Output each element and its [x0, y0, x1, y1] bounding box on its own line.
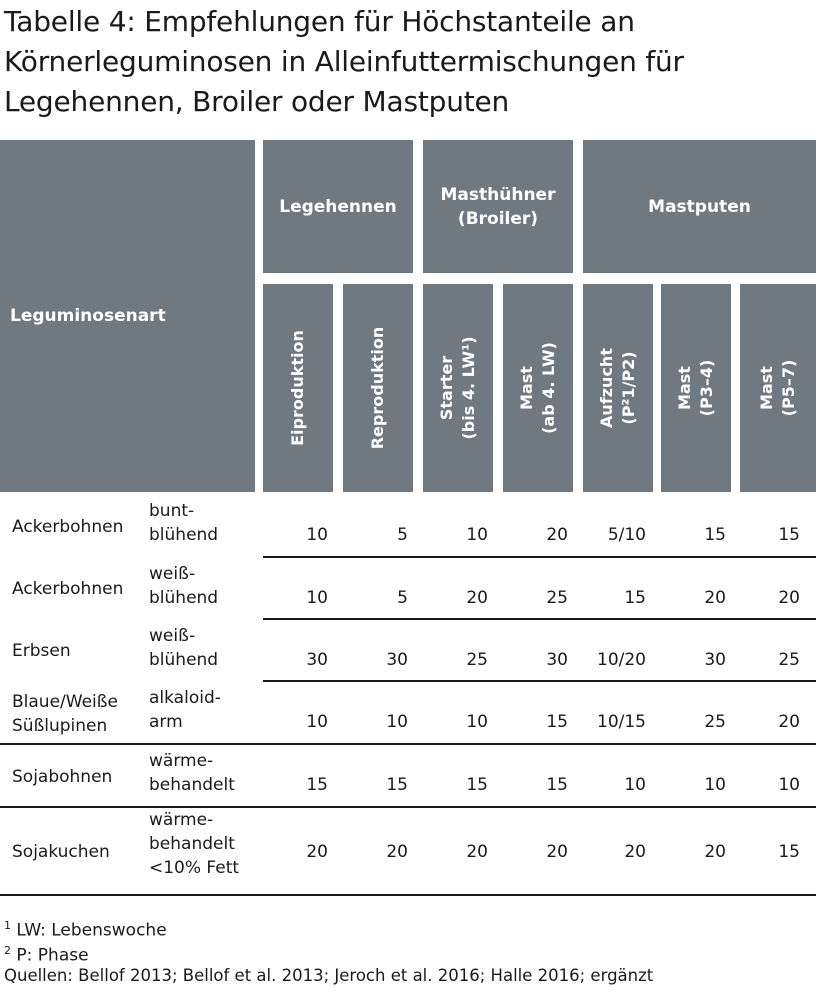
value-cell: 15 — [624, 588, 646, 608]
value-cell: 10 — [778, 775, 800, 795]
value-cell: 15 — [546, 775, 568, 795]
header-species — [0, 140, 255, 492]
value-cell: 15 — [386, 775, 408, 795]
value-cell: 10 — [466, 712, 488, 732]
subheader-label: Starter (bis 4. LW¹) — [437, 336, 478, 440]
subheader-mast-broiler — [503, 284, 573, 492]
subheader-label: Mast (ab 4. LW) — [517, 342, 558, 434]
subheader-label: Mast (P5–7) — [757, 359, 798, 417]
value-cell: 15 — [778, 525, 800, 545]
value-cell: 5/10 — [607, 525, 646, 545]
footnote-2-mark: 2 — [4, 944, 11, 957]
subheader-reproduktion — [343, 284, 413, 492]
value-cell: 30 — [704, 650, 726, 670]
value-cell: 10 — [306, 588, 328, 608]
header-species-label: Leguminosenart — [10, 306, 166, 326]
footnote-1-mark: 1 — [4, 919, 11, 932]
row-variant: weiß- blühend — [149, 626, 219, 670]
value-cell: 30 — [306, 650, 328, 670]
value-cell: 5 — [397, 588, 408, 608]
value-cell: 10/15 — [597, 712, 646, 732]
value-cell: 30 — [546, 650, 568, 670]
footnote-1-text: LW: Lebenswoche — [16, 920, 167, 941]
value-cell: 20 — [466, 588, 488, 608]
value-cell: 20 — [778, 712, 800, 732]
subheader-eiproduktion — [263, 284, 333, 492]
subheader-aufzucht — [583, 284, 653, 492]
value-cell: 15 — [704, 525, 726, 545]
value-cell: 20 — [778, 588, 800, 608]
header-masthuehner-label: Masthühner (Broiler) — [440, 184, 556, 229]
value-cell: 20 — [546, 525, 568, 545]
value-cell: 20 — [386, 842, 408, 862]
subheader-label: Aufzucht (P²1/P2) — [597, 348, 638, 428]
sources-line: Quellen: Bellof 2013; Bellof et al. 2013; Jeroch et al. 2016; Halle 2016; ergänzt — [4, 966, 654, 985]
row-species-name: Sojabohnen — [12, 766, 113, 787]
row-variant: wärme- behandelt <10% Fett — [149, 810, 240, 878]
value-cell: 10 — [624, 775, 646, 795]
header-legehennen — [263, 140, 413, 273]
value-cell: 25 — [466, 650, 488, 670]
table-row — [0, 808, 816, 896]
value-cell: 5 — [397, 525, 408, 545]
value-cell: 10/20 — [597, 650, 646, 670]
value-cell: 10 — [306, 525, 328, 545]
value-cell: 25 — [546, 588, 568, 608]
row-variant: alkaloid- arm — [149, 688, 221, 732]
row-species-name: Sojakuchen — [12, 842, 110, 862]
value-cell: 15 — [306, 775, 328, 795]
value-cell: 20 — [704, 842, 726, 862]
value-cell: 25 — [778, 650, 800, 670]
row-species-name: Blaue/Weiße Süßlupinen — [12, 691, 118, 736]
row-divider — [0, 894, 816, 896]
value-cell: 15 — [466, 775, 488, 795]
subheader-label: Reproduktion — [368, 326, 387, 450]
value-cell: 15 — [546, 712, 568, 732]
row-species-name: Ackerbohnen — [12, 579, 124, 599]
table-title: Tabelle 4: Empfehlungen für Höchstanteile an Körnerleguminosen in Alleinfuttermischungen für Legehennen, Broiler oder Mastputen — [4, 5, 684, 118]
value-cell: 10 — [704, 775, 726, 795]
footnote-2-text: P: Phase — [16, 945, 89, 966]
subheader-mast-p5-7 — [740, 284, 816, 492]
value-cell: 10 — [306, 712, 328, 732]
value-cell: 20 — [306, 842, 328, 862]
header-mastputen-label: Mastputen — [648, 196, 751, 217]
subheader-starter — [423, 284, 493, 492]
value-cell: 10 — [386, 712, 408, 732]
table-row — [0, 495, 816, 558]
row-variant: wärme- behandelt — [149, 751, 235, 795]
value-cell: 20 — [704, 588, 726, 608]
header-masthuehner — [423, 140, 573, 273]
subheader-label: Eiproduktion — [288, 330, 307, 446]
header-mastputen — [583, 140, 816, 273]
footnote-1 — [4, 915, 167, 942]
value-cell: 15 — [778, 842, 800, 862]
table-row — [0, 682, 816, 745]
value-cell: 20 — [624, 842, 646, 862]
footnote-2 — [4, 940, 89, 967]
row-species-name: Ackerbohnen — [12, 516, 124, 537]
value-cell: 30 — [386, 650, 408, 670]
row-variant: bunt- blühend — [149, 501, 219, 545]
value-cell: 20 — [466, 842, 488, 862]
table-row — [0, 620, 816, 682]
value-cell: 10 — [466, 525, 488, 545]
table-row — [0, 558, 816, 620]
subheader-label: Mast (P3–4) — [675, 359, 716, 417]
value-cell: 25 — [704, 712, 726, 732]
subheader-mast-p3-4 — [661, 284, 731, 492]
value-cell: 20 — [546, 842, 568, 862]
header-legehennen-label: Legehennen — [279, 196, 397, 217]
row-variant: weiß- blühend — [149, 564, 219, 608]
table-row — [0, 745, 816, 808]
row-species-name: Erbsen — [12, 641, 71, 661]
